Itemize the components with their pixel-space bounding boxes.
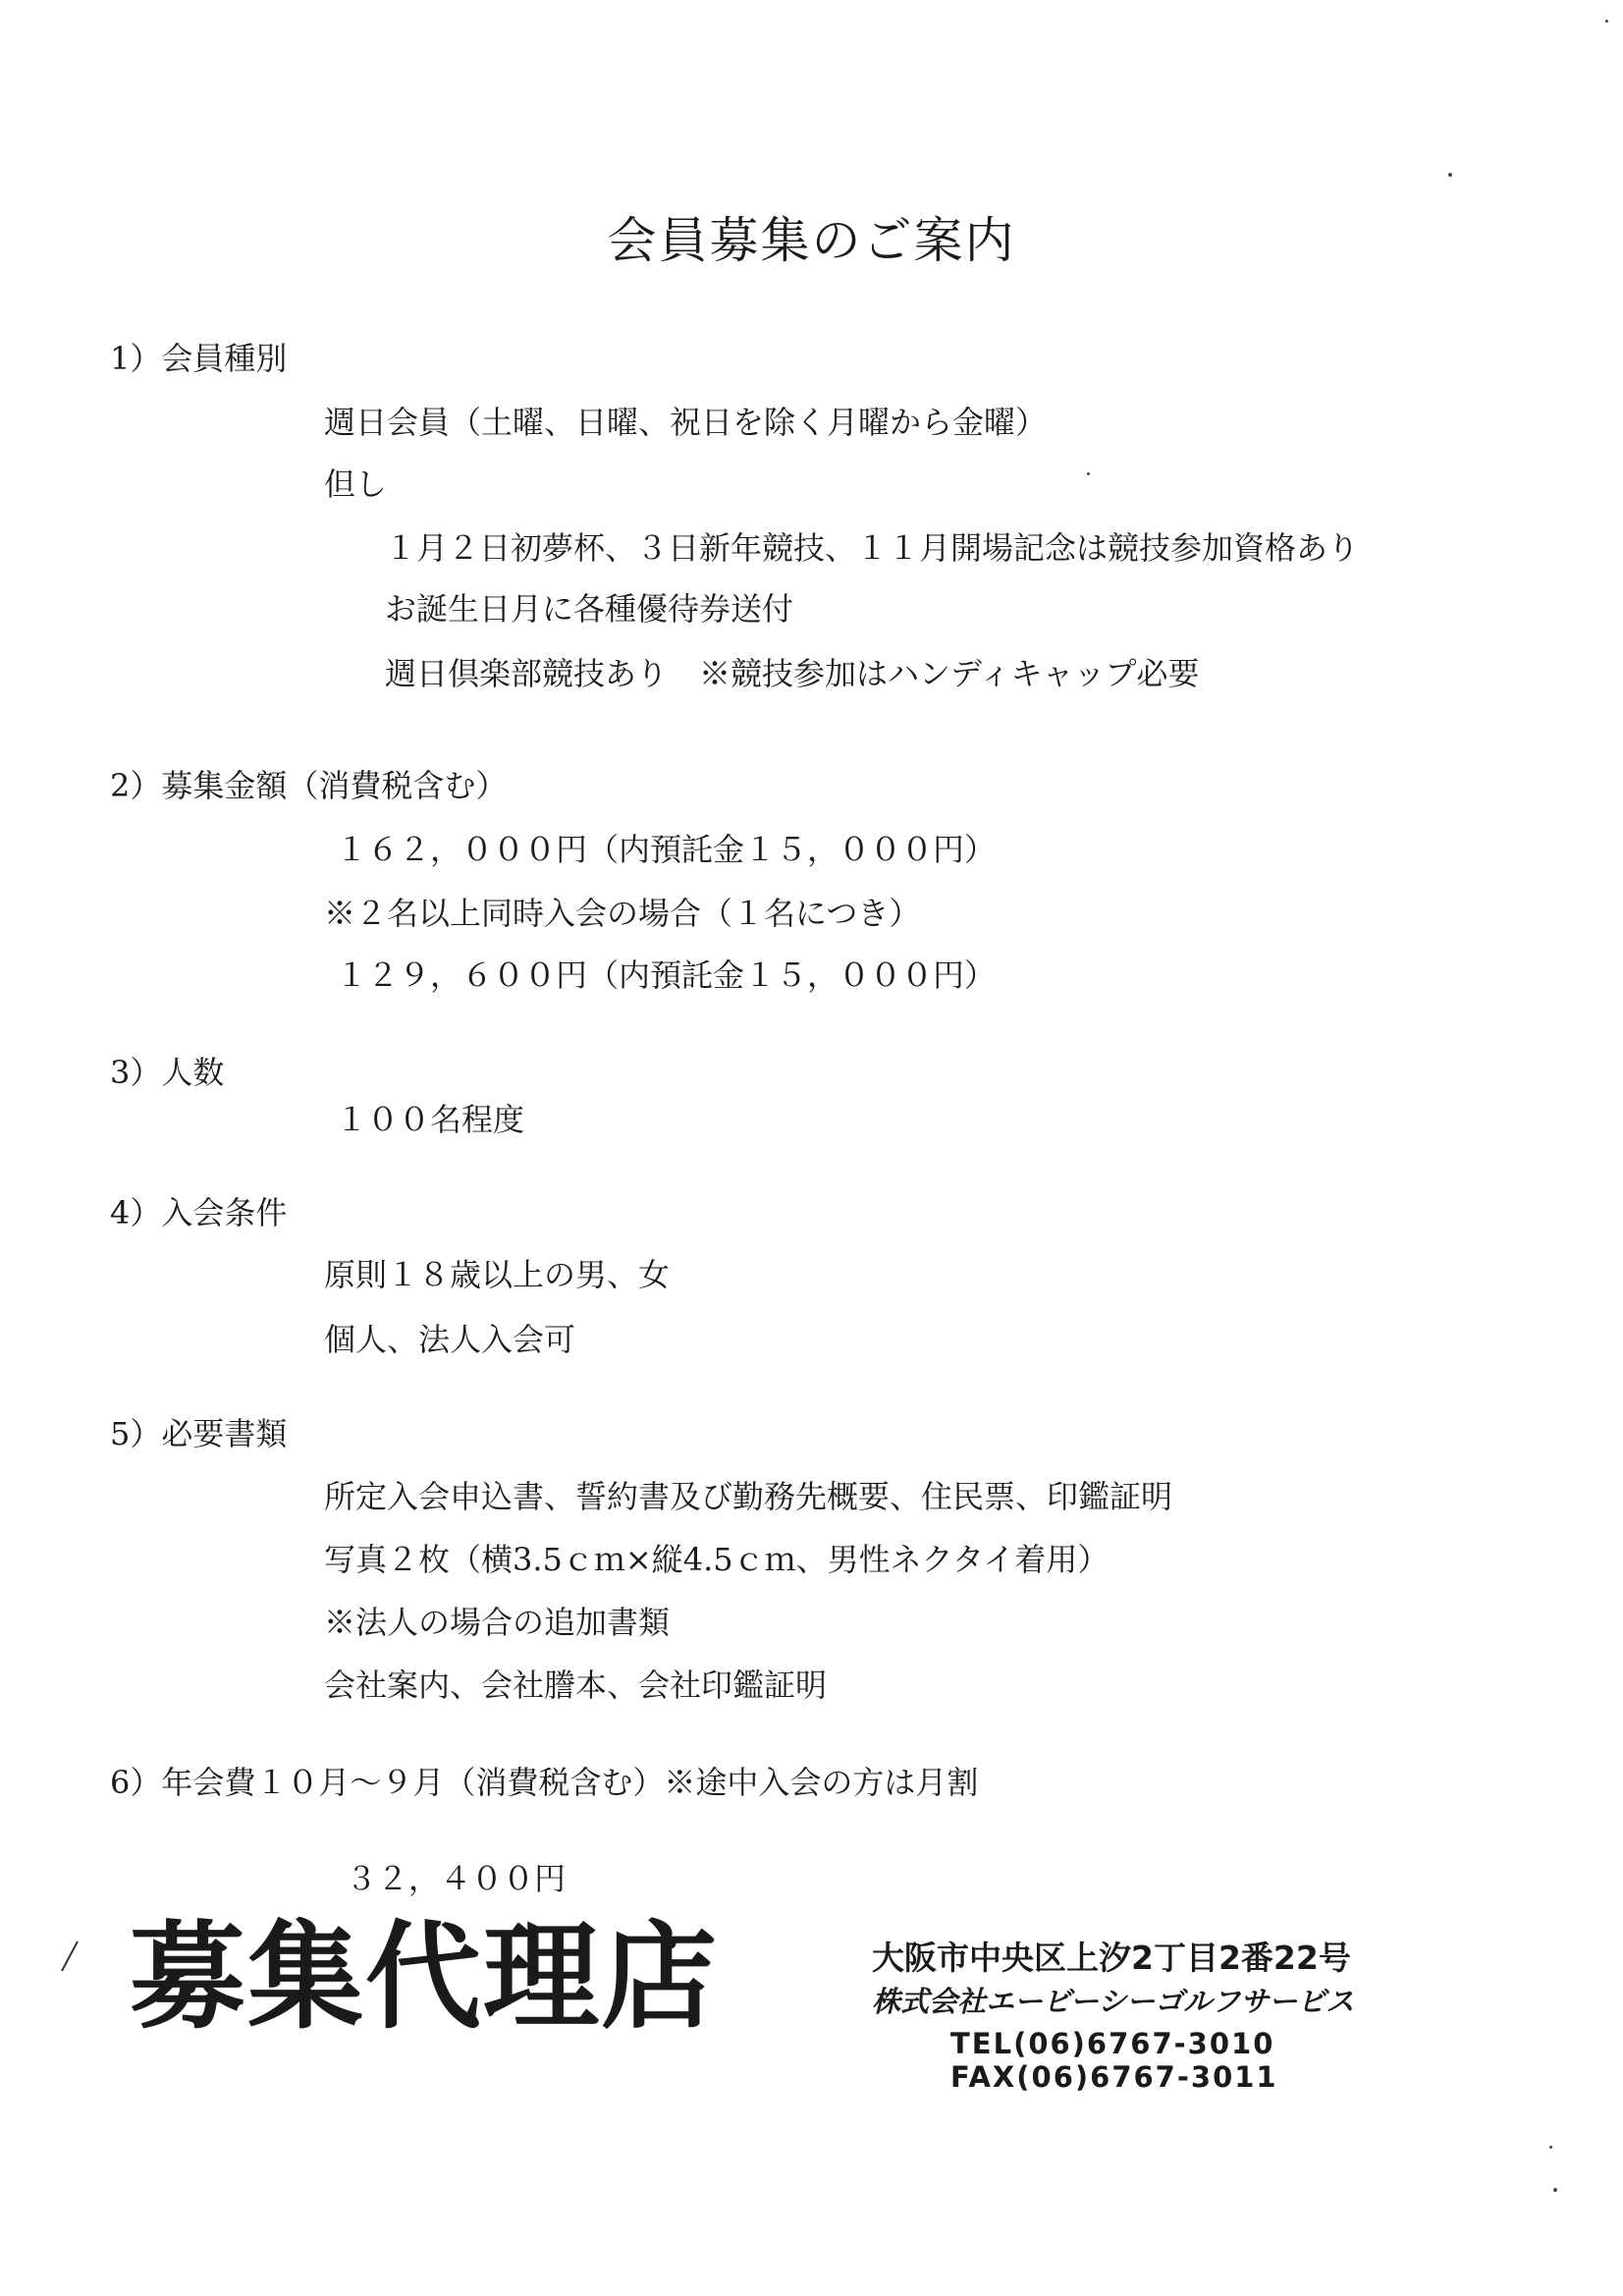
- section-5-line-2: 写真２枚（横3.5ｃｍ×縦4.5ｃｍ、男性ネクタイ着用）: [324, 1541, 1109, 1578]
- section-2-heading: 2）募集金額（消費税含む）: [110, 767, 508, 804]
- section-1-line-3: １月２日初夢杯、３日新年競技、１１月開場記念は競技参加資格あり: [385, 529, 1360, 567]
- scan-speck: [1605, 20, 1608, 23]
- agency-stamp-label: 募集代理店: [130, 1909, 720, 2045]
- section-1-line-2: 但し: [324, 465, 388, 503]
- section-2-line-2: ※２名以上同時入会の場合（１名につき）: [324, 895, 921, 932]
- agency-fax: FAX(06)6767-3011: [950, 2060, 1278, 2094]
- document-title: 会員募集のご案内: [607, 212, 1016, 269]
- section-1-line-4: お誕生日月に各種優待券送付: [385, 590, 794, 628]
- section-5-line-1: 所定入会申込書、誓約書及び勤務先概要、住民票、印鑑証明: [324, 1478, 1173, 1515]
- section-2-line-1: １６２，０００円（内預託金１５，０００円）: [336, 831, 997, 868]
- agency-tel: TEL(06)6767-3010: [950, 2027, 1275, 2060]
- section-4-heading: 4）入会条件: [110, 1194, 288, 1231]
- section-6-line-1: ３２，４００円: [346, 1860, 567, 1897]
- section-3-heading: 3）人数: [110, 1054, 225, 1091]
- section-6-heading: 6）年会費１０月～９月（消費税含む）※途中入会の方は月割: [110, 1764, 979, 1801]
- section-5-line-3: ※法人の場合の追加書類: [324, 1604, 671, 1641]
- section-4-line-1: 原則１８歳以上の男、女: [324, 1256, 671, 1293]
- section-5-heading: 5）必要書類: [110, 1415, 288, 1452]
- section-5-line-4: 会社案内、会社謄本、会社印鑑証明: [324, 1667, 828, 1704]
- section-1-line-5: 週日倶楽部競技あり ※競技参加はハンディキャップ必要: [385, 655, 1200, 692]
- section-2-line-3: １２９，６００円（内預託金１５，０００円）: [336, 957, 997, 994]
- scan-speck: [1549, 2146, 1552, 2149]
- section-1-heading: 1）会員種別: [110, 340, 288, 377]
- section-4-line-2: 個人、法人入会可: [324, 1321, 576, 1358]
- section-3-line-1: １００名程度: [336, 1101, 525, 1138]
- agency-company: 株式会社エービーシーゴルフサービス: [872, 1985, 1355, 2018]
- scan-speck: [1087, 472, 1090, 475]
- agency-address: 大阪市中央区上汐2丁目2番22号: [872, 1939, 1351, 1977]
- scan-speck: [1553, 2188, 1557, 2192]
- scan-mark: [61, 1941, 79, 1972]
- section-1-line-1: 週日会員（土曜、日曜、祝日を除く月曜から金曜）: [324, 404, 1048, 441]
- scan-speck: [1448, 173, 1452, 177]
